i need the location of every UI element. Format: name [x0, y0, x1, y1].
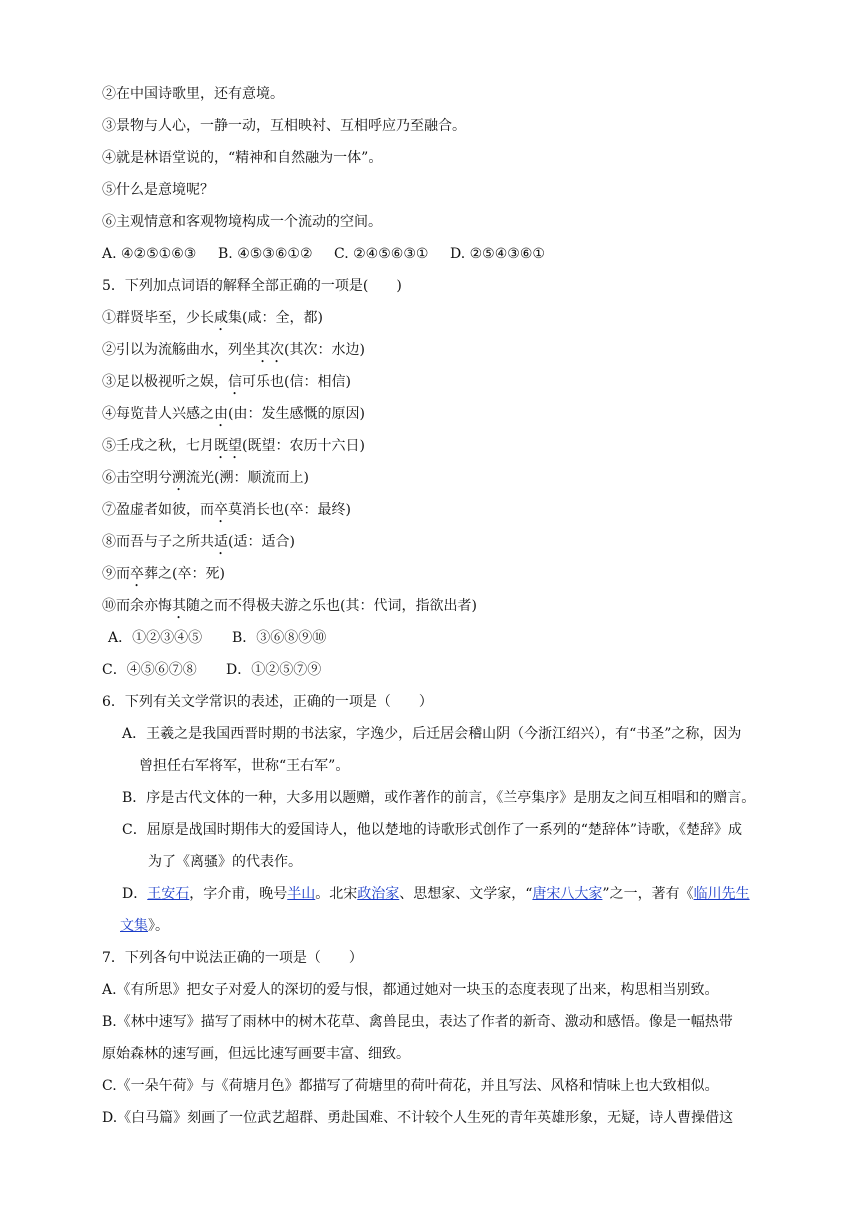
q5-answer-c: C．④⑤⑥⑦⑧ — [102, 662, 197, 678]
q5-dotted-word: 其次 — [256, 342, 284, 358]
q6-option-c: C．屈原是战国时期伟大的爱国诗人，他以楚地的诗歌形式创作了一系列的“楚辞体”诗歌，《楚辞》成 — [122, 822, 743, 838]
link-statesman[interactable]: 政治家 — [357, 886, 400, 902]
q4-answer-b: B. ④⑤③⑥①② — [218, 246, 313, 262]
q6-stem: 6．下列有关文学常识的表述，正确的一项是（ ） — [102, 694, 433, 710]
q5-item-gloss: 集(咸：全，都) — [228, 310, 323, 326]
q5-answer-a: A．①②③④⑤ — [108, 630, 203, 646]
q5-item — [102, 436, 365, 456]
q5-item-gloss: (其次：水边) — [284, 342, 365, 358]
q6-option-a: A．王羲之是我国西晋时期的书法家，字逸少，后迁居会稽山阴（今浙江绍兴），有“书圣”之称，因为 — [122, 726, 742, 742]
q5-item-gloss: 流光(溯：顺流而上) — [186, 470, 309, 486]
link-wang-anshi[interactable]: 王安石 — [147, 886, 190, 902]
q6-option-b: B．序是古代文体的一种，大多用以题赠，或作著作的前言，《兰亭集序》是朋友之间互相唱和的赠言。 — [122, 790, 756, 806]
q5-item — [102, 500, 351, 520]
q5-dotted-word: 适 — [214, 534, 228, 550]
q5-item-text: ⑦盈虚者如彼，而 — [102, 502, 214, 518]
q5-dotted-word: 既望 — [214, 438, 242, 454]
q4-answer-c: C. ②④⑤⑥③① — [334, 246, 429, 262]
q5-item-text: ⑥击空明兮 — [102, 470, 172, 486]
link-linchuan-collection-cont[interactable]: 文集 — [120, 918, 148, 934]
q5-item-text: ⑩而余亦悔 — [102, 598, 172, 614]
q5-dotted-word: 其 — [172, 598, 186, 614]
q6-d-text: 》。 — [148, 918, 169, 934]
q5-item-text: ⑧而吾与子之所共 — [102, 534, 214, 550]
q5-item-text: ⑤壬戌之秋，七月 — [102, 438, 214, 454]
q5-item — [102, 468, 309, 488]
q5-item — [102, 308, 323, 328]
q5-item-gloss: 莫消长也(卒：最终) — [228, 502, 351, 518]
q5-item-gloss: (由：发生感慨的原因) — [228, 406, 365, 422]
q5-item-gloss: (既望：农历十六日) — [242, 438, 365, 454]
q6-d-text: ，字介甫，晚号 — [189, 886, 288, 902]
q6-option-d-cont — [120, 916, 169, 936]
q7-stem: 7．下列各句中说法正确的一项是（ ） — [102, 950, 363, 966]
q6-d-text: 。北宋 — [315, 886, 358, 902]
option-line-6: ⑥主观情意和客观物境构成一个流动的空间。 — [102, 214, 382, 230]
q5-item — [102, 372, 351, 392]
q7-option-b: B.《林中速写》描写了雨林中的树木花草、禽兽昆虫，表达了作者的新奇、激动和感悟。像是一幅热带 — [102, 1014, 733, 1030]
q6-d-text: 、思想家、文学家，“ — [399, 886, 533, 902]
option-line-2: ②在中国诗歌里，还有意境。 — [102, 86, 284, 102]
q5-item — [102, 404, 365, 424]
q5-item-text: ①群贤毕至，少长 — [102, 310, 214, 326]
q5-item-text: ④每览昔人兴感之 — [102, 406, 214, 422]
option-line-3: ③景物与人心，一静一动，互相映衬、互相呼应乃至融合。 — [102, 118, 466, 134]
option-line-4: ④就是林语堂说的，“精神和自然融为一体”。 — [102, 150, 383, 166]
q5-item-text: ②引以为流觞曲水，列坐 — [102, 342, 256, 358]
q5-dotted-word: 由 — [214, 406, 228, 422]
q6-d-prefix: D． — [122, 886, 148, 902]
q4-answer-a: A. ④②⑤①⑥③ — [102, 246, 197, 262]
q7-option-b-cont: 原始森林的速写画，但远比速写画要丰富、细致。 — [102, 1046, 410, 1062]
q5-item-gloss: (适：适合) — [228, 534, 295, 550]
q4-answer-d: D. ②⑤④③⑥① — [450, 246, 545, 262]
q5-answer-b: B．③⑥⑧⑨⑩ — [232, 630, 327, 646]
q5-item-gloss: 葬之(卒：死) — [144, 566, 225, 582]
q5-item — [102, 532, 295, 552]
q5-item-text: ⑨而 — [102, 566, 130, 582]
q5-dotted-word: 卒 — [214, 502, 228, 518]
q5-dotted-word: 信 — [228, 374, 242, 390]
link-banshan[interactable]: 半山 — [287, 886, 316, 902]
link-linchuan-collection[interactable]: 临川先生 — [693, 886, 750, 902]
q5-item-text: ③足以极视听之娱， — [102, 374, 228, 390]
q7-option-d: D.《白马篇》刻画了一位武艺超群、勇赴国难、不计较个人生死的青年英雄形象，无疑，诗人曹操借这 — [102, 1110, 734, 1126]
option-line-5: ⑤什么是意境呢？ — [102, 182, 214, 198]
q6-option-d — [122, 884, 750, 904]
q7-option-c: C.《一朵午荷》与《荷塘月色》都描写了荷塘里的荷叶荷花，并且写法、风格和情味上也大致相似。 — [102, 1078, 719, 1094]
q6-option-c-cont: 为了《离骚》的代表作。 — [148, 854, 302, 870]
q7-option-a: A.《有所思》把女子对爱人的深切的爱与恨，都通过她对一块玉的态度表现了出来，构思相当别致。 — [102, 982, 719, 998]
q5-answer-d: D．①②⑤⑦⑨ — [226, 662, 322, 678]
q5-item — [102, 340, 365, 360]
q5-stem: 5．下列加点词语的解释全部正确的一项是( ) — [102, 278, 402, 294]
q5-dotted-word: 溯 — [172, 470, 186, 486]
q5-item-gloss: 可乐也(信：相信) — [242, 374, 351, 390]
q5-item-gloss: 随之而不得极夫游之乐也(其：代词，指欲出者) — [186, 598, 477, 614]
q5-item — [102, 564, 225, 584]
q6-option-a-cont: 曾担任右军将军，世称“王右军”。 — [139, 758, 350, 774]
q5-item — [102, 596, 477, 616]
q6-d-text: ”之一，著有《 — [602, 886, 694, 902]
q5-dotted-word: 咸 — [214, 310, 228, 326]
q5-dotted-word: 卒 — [130, 566, 144, 582]
link-tang-song-eight-masters[interactable]: 唐宋八大家 — [532, 886, 603, 902]
